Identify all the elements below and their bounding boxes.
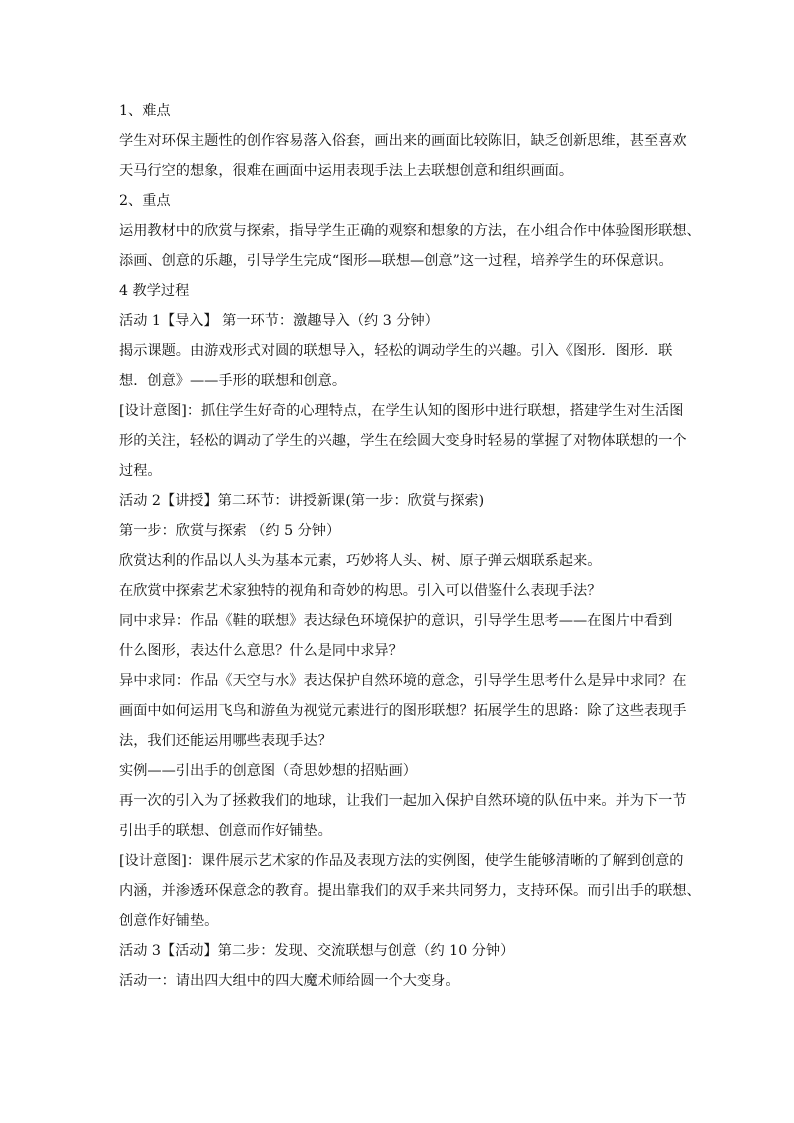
design-intent-line: [设计意图]：抓住学生好奇的心理特点，在学生认知的图形中进行联想，搭建学生对生活图 xyxy=(119,403,684,419)
paragraph-line: 内涵，并渗透环保意念的教育。提出靠我们的双手来共同努力，支持环保。而引出手的联想、 xyxy=(119,883,701,899)
paragraph-line: 异中求同：作品《天空与水》表达保护自然环境的意念，引导学生思考什么是异中求同？在 xyxy=(119,673,687,689)
paragraph-line: 创意作好铺垫。 xyxy=(119,913,219,929)
paragraph-line: 形的关注，轻松的调动了学生的兴趣，学生在绘圆大变身时轻易的掌握了对物体联想的一个 xyxy=(119,433,687,449)
paragraph-line: 引出手的联想、创意而作好铺垫。 xyxy=(119,823,332,839)
paragraph-line: 过程。 xyxy=(119,463,162,479)
document-body xyxy=(119,96,701,996)
activity-3-heading: 活动 3【活动】第二步：发现、交流联想与创意（约 10 分钟） xyxy=(119,943,515,959)
paragraph-line: 法，我们还能运用哪些表现手达？ xyxy=(119,733,332,749)
activity-2-heading: 活动 2【讲授】第二环节：讲授新课(第一步：欣赏与探索) xyxy=(119,493,485,509)
heading-teaching-process: 4 教学过程 xyxy=(119,283,190,299)
paragraph-line: 再一次的引入为了拯救我们的地球，让我们一起加入保护自然环境的队伍中来。并为下一节 xyxy=(119,793,687,809)
paragraph-line: 什么图形，表达什么意思？什么是同中求异？ xyxy=(119,643,403,659)
activity-1-heading: 活动 1【导入】 第一环节：激趣导入（约 3 分钟） xyxy=(119,313,439,329)
paragraph-line: 同中求异：作品《鞋的联想》表达绿色环境保护的意识，引导学生思考——在图片中看到 xyxy=(119,613,673,629)
paragraph-line: 揭示课题。由游戏形式对圆的联想导入，轻松的调动学生的兴趣。引入《图形．图形．联 xyxy=(119,343,673,359)
paragraph-line: 实例——引出手的创意图（奇思妙想的招贴画） xyxy=(119,763,417,779)
paragraph-line: 画面中如何运用飞鸟和游鱼为视觉元素进行的图形联想？拓展学生的思路：除了这些表现手 xyxy=(119,703,687,719)
paragraph-line: 天马行空的想象，很难在画面中运用表现手法上去联想创意和组织画面。 xyxy=(119,163,574,179)
paragraph-line: 想．创意》——手形的联想和创意。 xyxy=(119,373,347,389)
design-intent-line: [设计意图]：课件展示艺术家的作品及表现方法的实例图，使学生能够清晰的了解到创意的 xyxy=(119,853,684,869)
paragraph-line: 在欣赏中探索艺术家独特的视角和奇妙的构思。引入可以借鉴什么表现手法？ xyxy=(119,583,602,599)
paragraph-line: 运用教材中的欣赏与探索，指导学生正确的观察和想象的方法，在小组合作中体验图形联想、 xyxy=(119,223,701,239)
paragraph-line: 添画、创意的乐趣，引导学生完成“图形—联想—创意”这一过程，培养学生的环保意识。 xyxy=(119,253,673,269)
heading-difficulty: 1、难点 xyxy=(119,103,171,119)
paragraph-line: 学生对环保主题性的创作容易落入俗套，画出来的画面比较陈旧，缺乏创新思维，甚至喜欢 xyxy=(119,133,687,149)
step-1-heading: 第一步：欣赏与探索 （约 5 分钟） xyxy=(119,523,341,539)
heading-key-point: 2、重点 xyxy=(119,193,171,209)
paragraph-line: 欣赏达利的作品以人头为基本元素，巧妙将人头、树、原子弹云烟联系起来。 xyxy=(119,553,602,569)
paragraph-line: 活动一：请出四大组中的四大魔术师给圆一个大变身。 xyxy=(119,973,460,989)
